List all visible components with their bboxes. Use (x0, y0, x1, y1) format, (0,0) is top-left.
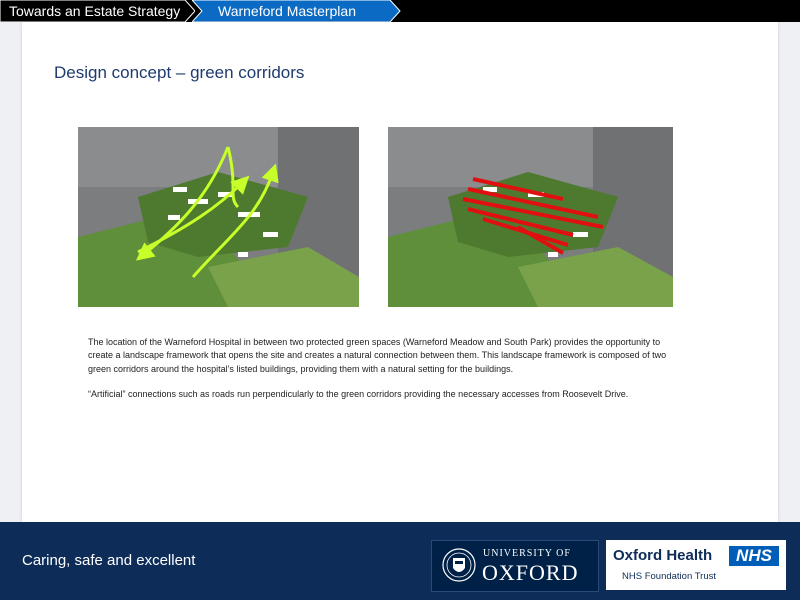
oxford-logo-line1: UNIVERSITY OF (483, 548, 571, 559)
trust-name: Oxford Health (613, 547, 713, 564)
breadcrumb-item-warneford-masterplan[interactable]: Warneford Masterplan (218, 3, 356, 19)
oxford-crest-icon (441, 544, 477, 586)
oxford-logo-line2: OXFORD (482, 560, 579, 585)
aerial-image-green-corridors (78, 127, 359, 307)
breadcrumb (0, 0, 800, 22)
nhs-badge: NHS (729, 546, 779, 566)
aerial-image-road-connections (388, 127, 673, 307)
body-text (88, 336, 673, 413)
footer-tagline: Caring, safe and excellent (22, 552, 196, 569)
trust-subtitle: NHS Foundation Trust (622, 571, 716, 582)
paragraph-2: “Artificial” connections such as roads run perpendicularly to the green corridors providing the necessary accesses from Roosevelt Drive. (88, 388, 629, 399)
paragraph-1: The location of the Warneford Hospital in between two protected green spaces (Warneford Meadow and South Park) provides the opportunity to create a landscape framework that opens the site and creates a natural connection between them. This landscape framework is composed of two green corridors around the hospital’s listed buildings, providing them with a natural setting for the buildings. (88, 337, 667, 374)
slide-title: Design concept – green corridors (54, 63, 305, 82)
breadcrumb-item-estate-strategy[interactable]: Towards an Estate Strategy (9, 3, 181, 19)
